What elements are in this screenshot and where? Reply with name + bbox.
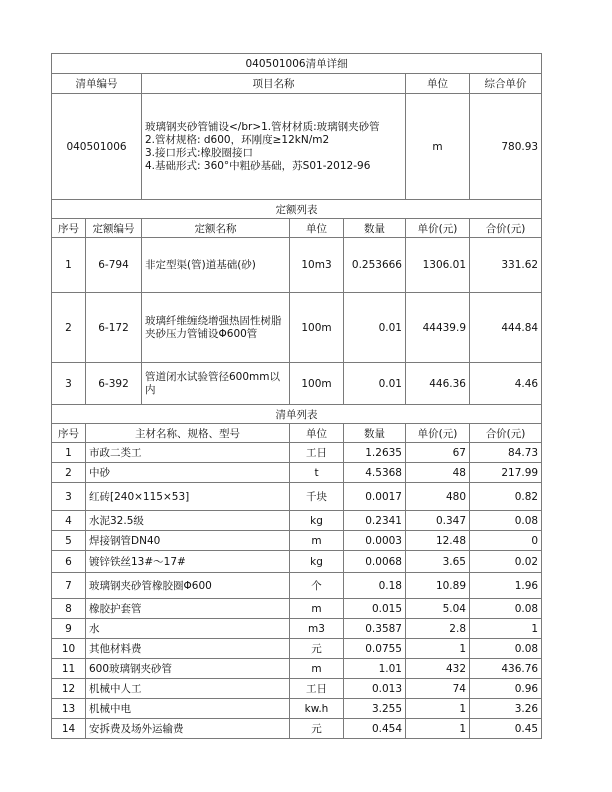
sheet-title: 040501006清单详细	[52, 54, 542, 74]
material-row	[52, 699, 542, 719]
quota-row	[52, 293, 542, 363]
material-total: 84.73	[470, 443, 542, 463]
material-unit: t	[290, 463, 344, 483]
quota-price: 446.36	[406, 363, 470, 405]
material-row	[52, 659, 542, 679]
material-total: 0.02	[470, 551, 542, 573]
material-no: 12	[52, 679, 86, 699]
material-row	[52, 679, 542, 699]
material-total: 0.45	[470, 719, 542, 739]
material-price: 1	[406, 639, 470, 659]
material-row	[52, 483, 542, 511]
material-price: 0.347	[406, 511, 470, 531]
quota-col-qty: 数量	[344, 219, 406, 238]
material-name: 焊接钢管DN40	[86, 531, 290, 551]
material-qty: 1.01	[344, 659, 406, 679]
material-name: 水泥32.5级	[86, 511, 290, 531]
quota-unit: 100m	[290, 293, 344, 363]
material-no: 3	[52, 483, 86, 511]
material-price: 3.65	[406, 551, 470, 573]
material-row	[52, 531, 542, 551]
material-no: 8	[52, 599, 86, 619]
quota-unit: 100m	[290, 363, 344, 405]
materials-col-qty: 数量	[344, 424, 406, 443]
price-header: 综合单价	[470, 74, 542, 94]
quota-qty: 0.01	[344, 363, 406, 405]
material-no: 13	[52, 699, 86, 719]
boq-detail-table	[51, 53, 542, 739]
material-qty: 0.015	[344, 599, 406, 619]
material-name: 机械中人工	[86, 679, 290, 699]
item-description-line: 2.管材规格: d600，环刚度≥12kN/m2	[145, 133, 330, 146]
quota-unit: 10m3	[290, 238, 344, 293]
quota-row	[52, 238, 542, 293]
material-qty: 1.2635	[344, 443, 406, 463]
quota-col-name: 定额名称	[142, 219, 290, 238]
material-qty: 0.2341	[344, 511, 406, 531]
material-unit: kw.h	[290, 699, 344, 719]
material-no: 6	[52, 551, 86, 573]
materials-col-unit: 单位	[290, 424, 344, 443]
material-qty: 0.3587	[344, 619, 406, 639]
quota-header-row	[52, 219, 542, 238]
quota-no: 2	[52, 293, 86, 363]
material-row	[52, 573, 542, 599]
quota-row	[52, 363, 542, 405]
material-qty: 3.255	[344, 699, 406, 719]
quota-name: 管道闭水试验管径600mm以内	[142, 363, 290, 405]
material-unit: 工日	[290, 679, 344, 699]
item-price: 780.93	[470, 94, 542, 200]
material-row	[52, 463, 542, 483]
material-total: 0	[470, 531, 542, 551]
quota-price: 44439.9	[406, 293, 470, 363]
quota-total: 444.84	[470, 293, 542, 363]
material-total: 1.96	[470, 573, 542, 599]
material-total: 217.99	[470, 463, 542, 483]
material-no: 10	[52, 639, 86, 659]
material-name: 红砖[240×115×53]	[86, 483, 290, 511]
quota-col-total: 合价(元)	[470, 219, 542, 238]
material-total: 436.76	[470, 659, 542, 679]
material-no: 4	[52, 511, 86, 531]
material-qty: 0.0755	[344, 639, 406, 659]
material-name: 玻璃钢夹砂管橡胶圈Φ600	[86, 573, 290, 599]
material-row	[52, 639, 542, 659]
material-qty: 4.5368	[344, 463, 406, 483]
material-price: 5.04	[406, 599, 470, 619]
quota-price: 1306.01	[406, 238, 470, 293]
materials-col-name: 主材名称、规格、型号	[86, 424, 290, 443]
material-name: 中砂	[86, 463, 290, 483]
material-name: 其他材料费	[86, 639, 290, 659]
materials-col-price: 单价(元)	[406, 424, 470, 443]
material-no: 9	[52, 619, 86, 639]
quota-code: 6-392	[86, 363, 142, 405]
materials-col-no: 序号	[52, 424, 86, 443]
quota-section-title: 定额列表	[52, 200, 542, 219]
material-row	[52, 511, 542, 531]
material-no: 11	[52, 659, 86, 679]
material-total: 0.08	[470, 599, 542, 619]
material-price: 12.48	[406, 531, 470, 551]
quota-total: 4.46	[470, 363, 542, 405]
material-price: 10.89	[406, 573, 470, 599]
material-unit: 元	[290, 639, 344, 659]
material-no: 5	[52, 531, 86, 551]
material-row	[52, 599, 542, 619]
material-qty: 0.0003	[344, 531, 406, 551]
material-no: 1	[52, 443, 86, 463]
material-qty: 0.454	[344, 719, 406, 739]
material-name: 安拆费及场外运输费	[86, 719, 290, 739]
quota-col-code: 定额编号	[86, 219, 142, 238]
material-price: 67	[406, 443, 470, 463]
material-total: 1	[470, 619, 542, 639]
material-unit: 工日	[290, 443, 344, 463]
materials-section-title: 清单列表	[52, 405, 542, 424]
item-description	[142, 94, 406, 200]
material-unit: kg	[290, 511, 344, 531]
material-unit: m3	[290, 619, 344, 639]
material-total: 0.08	[470, 639, 542, 659]
material-name: 橡胶护套管	[86, 599, 290, 619]
material-unit: kg	[290, 551, 344, 573]
quota-col-unit: 单位	[290, 219, 344, 238]
material-qty: 0.013	[344, 679, 406, 699]
material-price: 2.8	[406, 619, 470, 639]
material-price: 432	[406, 659, 470, 679]
material-unit: m	[290, 599, 344, 619]
quota-qty: 0.253666	[344, 238, 406, 293]
quota-no: 1	[52, 238, 86, 293]
material-name: 水	[86, 619, 290, 639]
material-no: 14	[52, 719, 86, 739]
material-row	[52, 619, 542, 639]
quota-code: 6-794	[86, 238, 142, 293]
material-name: 市政二类工	[86, 443, 290, 463]
material-name: 机械中电	[86, 699, 290, 719]
material-unit: 个	[290, 573, 344, 599]
material-total: 3.26	[470, 699, 542, 719]
code-header: 清单编号	[52, 74, 142, 94]
material-price: 480	[406, 483, 470, 511]
item-description-line: 玻璃钢夹砂管铺设</br>1.管材材质:玻璃钢夹砂管	[145, 120, 380, 133]
material-no: 2	[52, 463, 86, 483]
name-header: 项目名称	[142, 74, 406, 94]
material-unit: m	[290, 659, 344, 679]
item-description-line: 3.接口形式:橡胶圈接口	[145, 146, 254, 159]
quota-qty: 0.01	[344, 293, 406, 363]
material-price: 74	[406, 679, 470, 699]
material-no: 7	[52, 573, 86, 599]
quota-col-no: 序号	[52, 219, 86, 238]
quota-total: 331.62	[470, 238, 542, 293]
material-qty: 0.0068	[344, 551, 406, 573]
material-unit: 元	[290, 719, 344, 739]
material-qty: 0.0017	[344, 483, 406, 511]
material-row	[52, 719, 542, 739]
item-unit: m	[406, 94, 470, 200]
material-qty: 0.18	[344, 573, 406, 599]
materials-col-total: 合价(元)	[470, 424, 542, 443]
quota-no: 3	[52, 363, 86, 405]
quota-code: 6-172	[86, 293, 142, 363]
material-row	[52, 551, 542, 573]
material-row	[52, 443, 542, 463]
material-price: 48	[406, 463, 470, 483]
quota-col-price: 单价(元)	[406, 219, 470, 238]
material-unit: m	[290, 531, 344, 551]
material-total: 0.96	[470, 679, 542, 699]
item-code: 040501006	[52, 94, 142, 200]
unit-header: 单位	[406, 74, 470, 94]
materials-header-row	[52, 424, 542, 443]
material-total: 0.82	[470, 483, 542, 511]
material-total: 0.08	[470, 511, 542, 531]
material-name: 600玻璃钢夹砂管	[86, 659, 290, 679]
quota-name: 玻璃纤维缠绕增强热固性树脂夹砂压力管铺设Φ600管	[142, 293, 290, 363]
material-price: 1	[406, 699, 470, 719]
material-unit: 千块	[290, 483, 344, 511]
quota-name: 非定型渠(管)道基础(砂)	[142, 238, 290, 293]
material-price: 1	[406, 719, 470, 739]
item-description-line: 4.基础形式: 360°中粗砂基础，苏S01-2012-96	[145, 159, 371, 172]
material-name: 镀锌铁丝13#～17#	[86, 551, 290, 573]
